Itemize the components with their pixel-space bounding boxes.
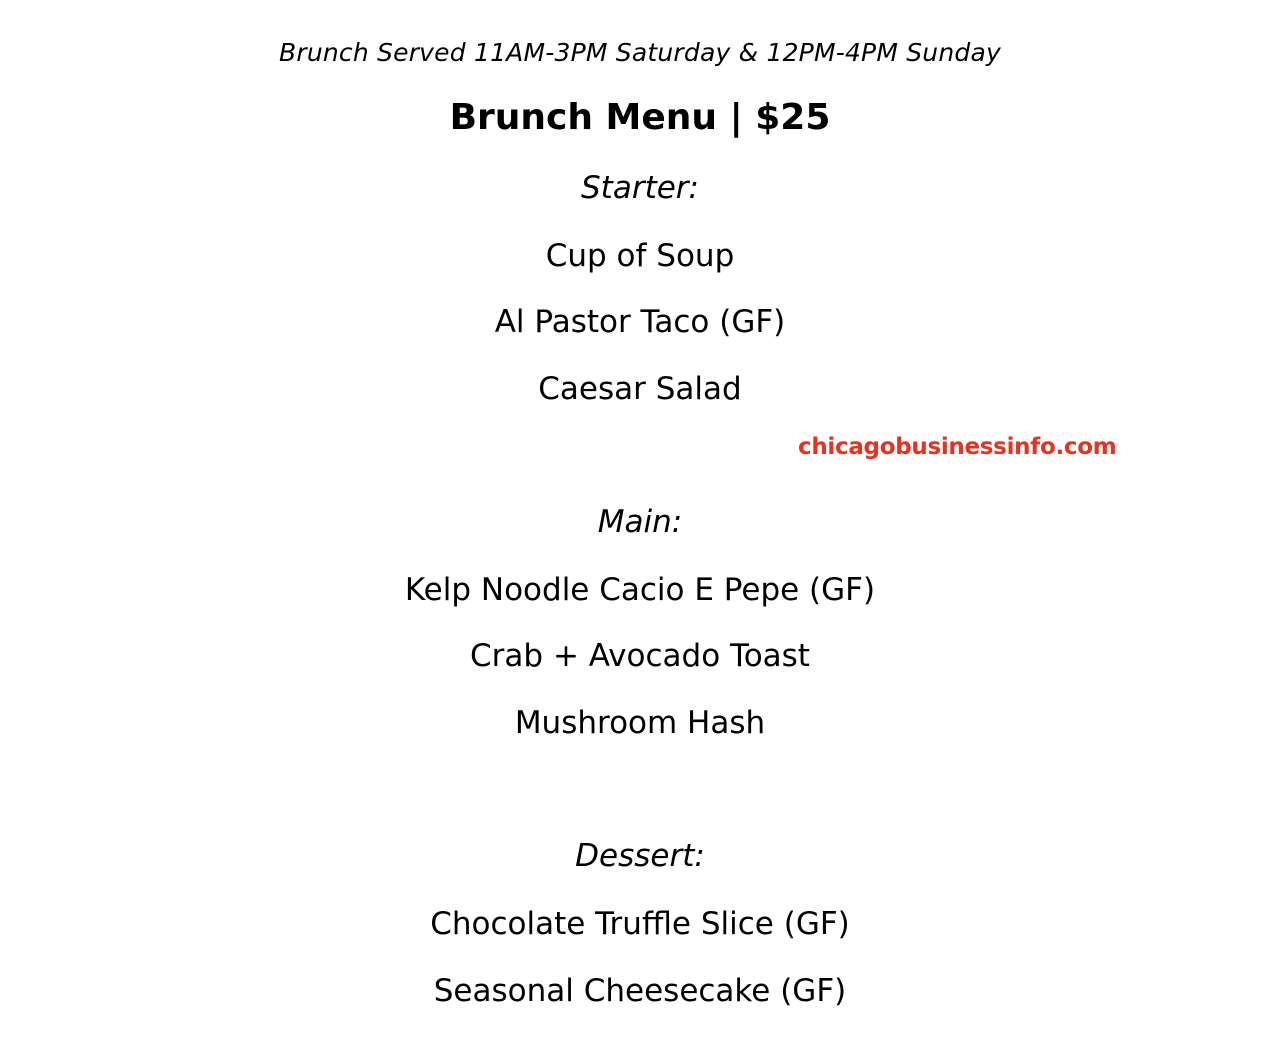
section-heading-starter: Starter:: [581, 170, 699, 206]
site-watermark: chicagobusinessinfo.com: [798, 434, 1117, 460]
menu-item: Caesar Salad: [538, 371, 742, 407]
section-heading-main: Main:: [597, 504, 683, 540]
menu-item: Kelp Noodle Cacio E Pepe (GF): [404, 572, 876, 608]
menu-item: Al Pastor Taco (GF): [494, 304, 786, 340]
menu-item: Seasonal Cheesecake (GF): [433, 973, 847, 1009]
brunch-hours-note: Brunch Served 11AM-3PM Saturday & 12PM-4PM Sunday: [279, 38, 1001, 67]
menu-title: Brunch Menu | $25: [449, 97, 831, 138]
menu-item: Mushroom Hash: [514, 705, 766, 741]
menu-item: Cup of Soup: [545, 238, 735, 274]
menu-item: Chocolate Truffle Slice (GF): [430, 906, 850, 942]
section-heading-dessert: Dessert:: [575, 838, 705, 874]
menu-item: Crab + Avocado Toast: [470, 638, 810, 674]
